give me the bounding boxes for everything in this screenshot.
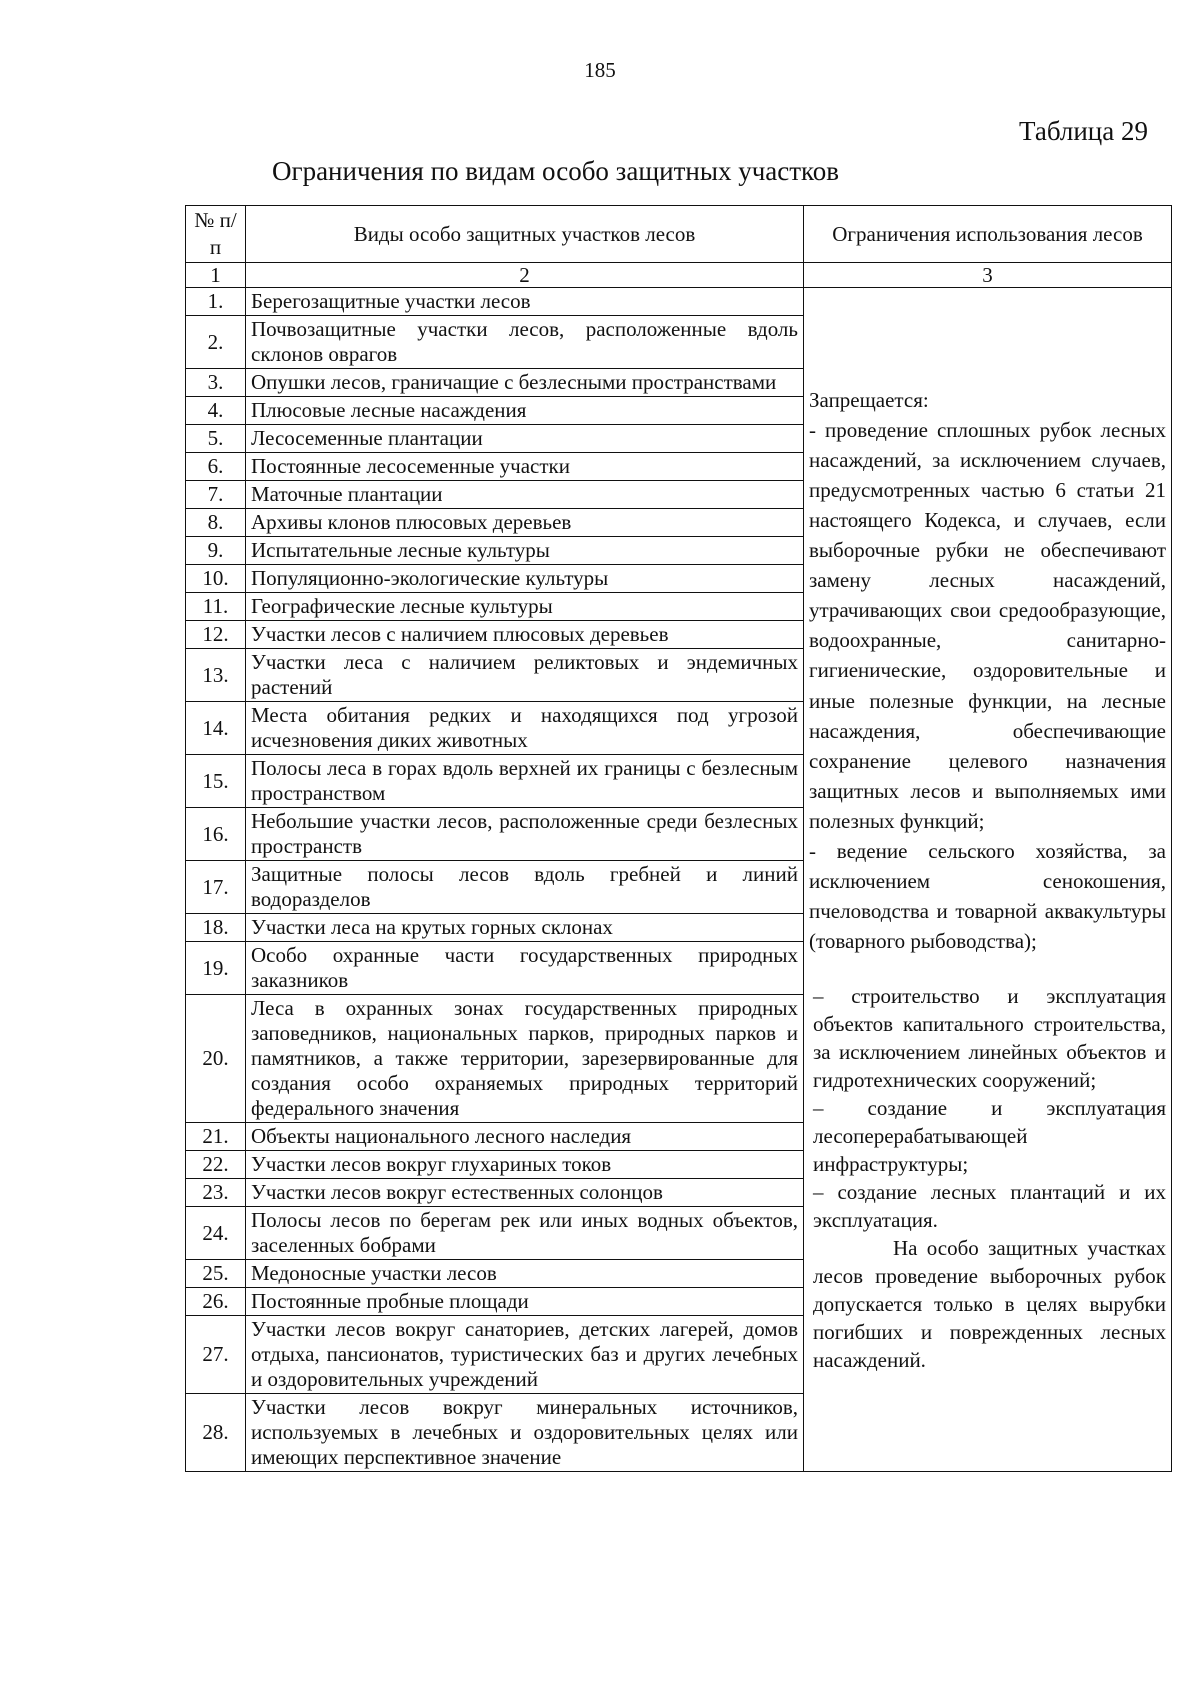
- row-number: 16.: [186, 808, 246, 861]
- area-type: Постоянные пробные площади: [246, 1288, 804, 1316]
- restriction-item: – строительство и эксплуатация объектов капитального строительства, за исключением линейных объектов и гидротехнических сооружений;: [813, 984, 1166, 1093]
- area-type: Плюсовые лесные насаждения: [246, 397, 804, 425]
- row-number: 22.: [186, 1151, 246, 1179]
- row-number: 25.: [186, 1260, 246, 1288]
- table-label: Таблица 29: [1019, 116, 1148, 146]
- row-number: 17.: [186, 861, 246, 914]
- area-type: Небольшие участки лесов, расположенные среди безлесных пространств: [246, 808, 804, 861]
- area-type: Лесосеменные плантации: [246, 425, 804, 453]
- area-type: Особо охранные части государственных природных заказников: [246, 942, 804, 995]
- area-type: Опушки лесов, граничащие с безлесными пространствами: [246, 369, 804, 397]
- row-number: 13.: [186, 649, 246, 702]
- row-number: 2.: [186, 316, 246, 369]
- column-number: 3: [804, 263, 1172, 288]
- row-number: 8.: [186, 509, 246, 537]
- area-type: Леса в охранных зонах государственных природных заповедников, национальных парков, природных парков и памятников, а также территории, зарезервированные для создания особо охраняемых природных территорий федерального значения: [246, 995, 804, 1123]
- table-title: Ограничения по видам особо защитных участков: [272, 156, 840, 186]
- page-number: 185: [584, 58, 616, 82]
- area-type: Полосы лесов по берегам рек или иных водных объектов, заселенных бобрами: [246, 1207, 804, 1260]
- area-type: Объекты национального лесного наследия: [246, 1123, 804, 1151]
- area-type: Места обитания редких и находящихся под угрозой исчезновения диких животных: [246, 702, 804, 755]
- area-type: Географические лесные культуры: [246, 593, 804, 621]
- area-type: Участки лесов вокруг глухариных токов: [246, 1151, 804, 1179]
- area-type: Участки лесов с наличием плюсовых деревьев: [246, 621, 804, 649]
- area-type: Маточные плантации: [246, 481, 804, 509]
- row-number: 20.: [186, 995, 246, 1123]
- area-type: Участки леса на крутых горных склонах: [246, 914, 804, 942]
- row-number: 27.: [186, 1316, 246, 1394]
- area-type: Популяционно-экологические культуры: [246, 565, 804, 593]
- area-type: Защитные полосы лесов вдоль гребней и линий водоразделов: [246, 861, 804, 914]
- row-number: 6.: [186, 453, 246, 481]
- row-number: 26.: [186, 1288, 246, 1316]
- column-number: 2: [246, 263, 804, 288]
- table-row: [186, 288, 1172, 316]
- row-number: 5.: [186, 425, 246, 453]
- row-number: 1.: [186, 288, 246, 316]
- restrictions-table: [185, 205, 1172, 1472]
- restriction-item: – создание и эксплуатация лесоперерабатывающей инфраструктуры;: [813, 1096, 1166, 1177]
- area-type: Медоносные участки лесов: [246, 1260, 804, 1288]
- header-restrictions: Ограничения использования лесов: [804, 206, 1172, 263]
- area-type: Участки леса с наличием реликтовых и эндемичных растений: [246, 649, 804, 702]
- row-number: 3.: [186, 369, 246, 397]
- header-number: № п/п: [186, 206, 246, 263]
- restrictions-text: [809, 385, 1166, 1375]
- header-row: [186, 206, 1172, 263]
- restriction-intro: Запрещается:: [809, 387, 929, 412]
- row-number: 15.: [186, 755, 246, 808]
- header-area-types: Виды особо защитных участков лесов: [246, 206, 804, 263]
- row-number: 12.: [186, 621, 246, 649]
- area-type: Архивы клонов плюсовых деревьев: [246, 509, 804, 537]
- row-number: 28.: [186, 1394, 246, 1472]
- area-type: Полосы леса в горах вдоль верхней их границы с безлесным пространством: [246, 755, 804, 808]
- area-type: Почвозащитные участки лесов, расположенные вдоль склонов оврагов: [246, 316, 804, 369]
- restrictions-cell: [804, 288, 1172, 1472]
- row-number: 23.: [186, 1179, 246, 1207]
- restriction-item: – создание лесных плантаций и их эксплуатация.: [813, 1180, 1166, 1233]
- row-number: 18.: [186, 914, 246, 942]
- restriction-note: На особо защитных участках лесов проведение выборочных рубок допускается только в целях вырубки погибших и поврежденных лесных насаждений.: [813, 1236, 1166, 1373]
- area-type: Испытательные лесные культуры: [246, 537, 804, 565]
- column-number: 1: [186, 263, 246, 288]
- row-number: 11.: [186, 593, 246, 621]
- row-number: 14.: [186, 702, 246, 755]
- row-number: 21.: [186, 1123, 246, 1151]
- restriction-item: - проведение сплошных рубок лесных насаждений, за исключением случаев, предусмотренных частью 6 статьи 21 настоящего Кодекса, и случаев, если выборочные рубки не обеспечивают замену лесных насаждений, утрачивающих свои средообразующие, водоохранные, санитарно-гигиенические, оздоровительные и иные полезные функции, на лесные насаждения, обеспечивающие сохранение целевого назначения защитных лесов и выполняемых ими полезных функций;: [809, 417, 1166, 833]
- restriction-item: - ведение сельского хозяйства, за исключением сенокошения, пчеловодства и товарной аквакультуры (товарного рыбоводства);: [809, 839, 1166, 954]
- column-numbers-row: [186, 263, 1172, 288]
- row-number: 7.: [186, 481, 246, 509]
- row-number: 4.: [186, 397, 246, 425]
- row-number: 10.: [186, 565, 246, 593]
- area-type: Участки лесов вокруг естественных солонцов: [246, 1179, 804, 1207]
- row-number: 19.: [186, 942, 246, 995]
- row-number: 9.: [186, 537, 246, 565]
- area-type: Участки лесов вокруг минеральных источников, используемых в лечебных и оздоровительных целях или имеющих перспективное значение: [246, 1394, 804, 1472]
- area-type: Постоянные лесосеменные участки: [246, 453, 804, 481]
- row-number: 24.: [186, 1207, 246, 1260]
- area-type: Берегозащитные участки лесов: [246, 288, 804, 316]
- area-type: Участки лесов вокруг санаториев, детских лагерей, домов отдыха, пансионатов, туристических баз и других лечебных и оздоровительных учреждений: [246, 1316, 804, 1394]
